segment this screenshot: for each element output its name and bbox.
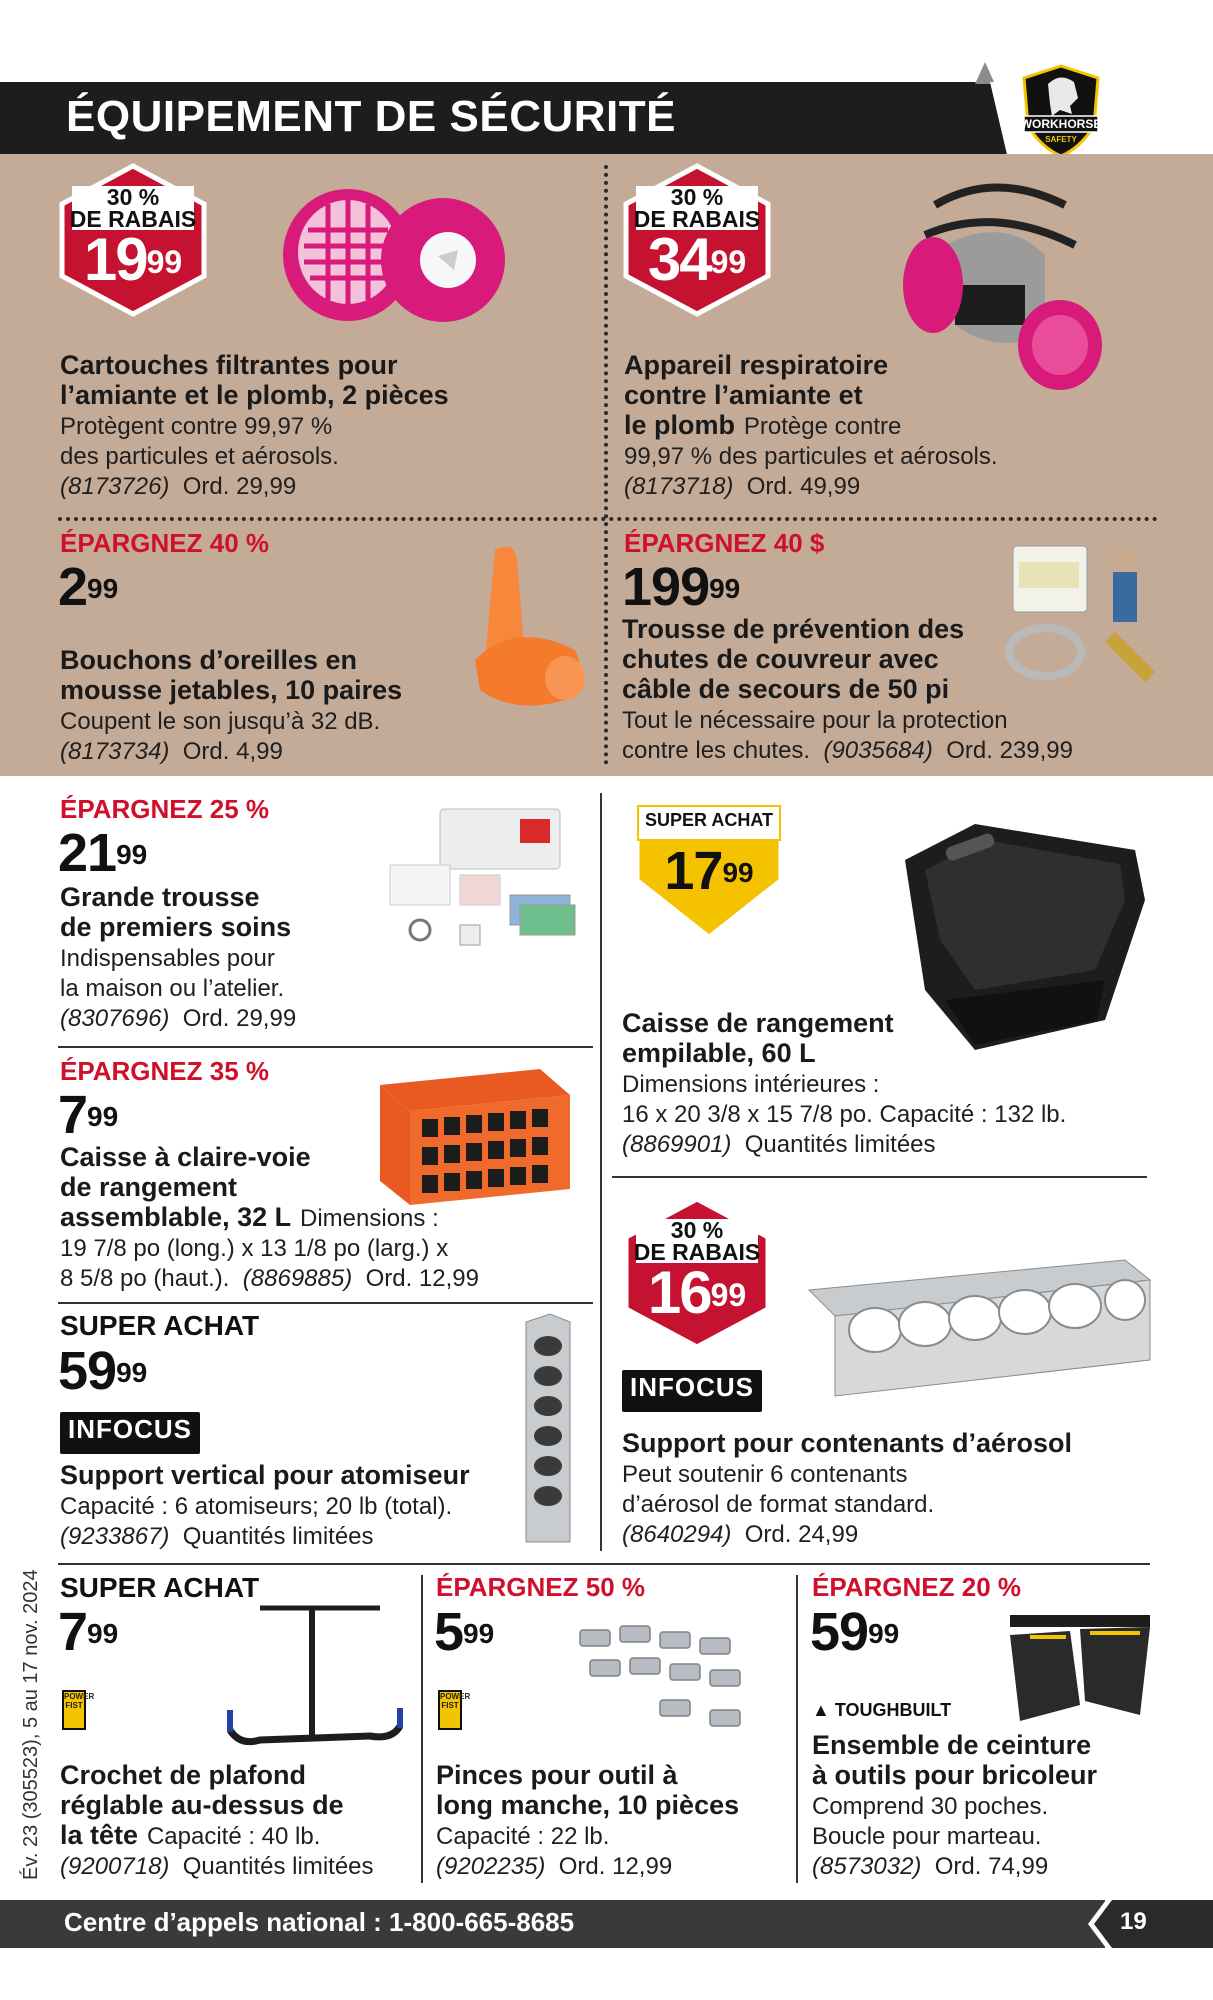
- price-cents: 99: [87, 1618, 119, 1649]
- price-whole: 7: [58, 1085, 88, 1145]
- dotted-divider-vertical: [604, 165, 608, 765]
- product-desc: Peut soutenir 6 contenants: [622, 1461, 908, 1488]
- product-desc: Dimensions :: [300, 1205, 439, 1232]
- price: [58, 557, 119, 617]
- divider-horizontal: [612, 1176, 1147, 1178]
- sale-label: ÉPARGNEZ 20 %: [812, 1572, 1022, 1602]
- product-desc: Dimensions intérieures :: [622, 1071, 880, 1098]
- price-whole: 16: [647, 1259, 711, 1326]
- product-title: Bouchons d’oreilles en: [60, 645, 358, 675]
- regular-price: Ord. 29,99: [182, 473, 297, 500]
- product-sku-line: [622, 1130, 936, 1160]
- sku: (8573032): [812, 1853, 922, 1880]
- product-sku-line: [60, 737, 283, 767]
- product-title: empilable, 60 L: [622, 1038, 816, 1068]
- product-title: Support pour contenants d’aérosol: [622, 1428, 1073, 1458]
- product-title-line: [624, 410, 901, 442]
- price-cents: 99: [116, 1357, 148, 1388]
- price-cents: 99: [722, 857, 754, 888]
- sku: (8307696): [60, 1005, 170, 1032]
- price: [642, 841, 776, 901]
- call-center-text: Centre d’appels national : 1-800-665-8685: [64, 1907, 575, 1937]
- price-whole: 19: [83, 226, 147, 293]
- aerosol-rack-image: [805, 1250, 1155, 1400]
- product-title: l’amiante et le plomb, 2 pièces: [60, 380, 449, 410]
- product-title: Caisse à claire-voie: [60, 1142, 311, 1172]
- logo-subtext: SAFETY: [1045, 135, 1077, 144]
- price-cents: 99: [868, 1618, 900, 1649]
- product-title: la tête: [60, 1820, 139, 1850]
- price: [810, 1602, 900, 1662]
- super-buy-label: SUPER ACHAT: [60, 1310, 260, 1341]
- product-sku-line: [436, 1852, 672, 1882]
- product-desc: Indispensables pour: [60, 945, 275, 972]
- price-whole: 2: [58, 557, 88, 617]
- product-desc: Boucle pour marteau.: [812, 1823, 1042, 1850]
- product-title: contre l’amiante et: [624, 380, 863, 410]
- product-desc: Tout le nécessaire pour la protection: [622, 707, 1008, 734]
- price: [58, 1085, 119, 1145]
- product-desc: 99,97 % des particules et aérosols.: [624, 443, 998, 470]
- workhorse-logo-icon: [1020, 64, 1102, 158]
- page-number: 19: [1120, 1908, 1147, 1935]
- logo-text: WORKHORSE: [1020, 117, 1102, 131]
- product-title: Trousse de prévention des: [622, 614, 965, 644]
- divider-horizontal: [58, 1302, 593, 1304]
- toughbuilt-mark-icon: ▲: [812, 1700, 835, 1720]
- discount-percent: 30 %: [670, 1217, 724, 1243]
- price-whole: 21: [58, 823, 117, 883]
- product-desc: Coupent le son jusqu’à 32 dB.: [60, 708, 381, 735]
- logo-triangle: [975, 62, 995, 84]
- product-desc: Comprend 30 poches.: [812, 1793, 1049, 1820]
- product-title: Support vertical pour atomiseur: [60, 1460, 470, 1490]
- sku: (8640294): [622, 1521, 732, 1548]
- product-title: le plomb: [624, 410, 736, 440]
- divider-vertical: [421, 1575, 423, 1883]
- respirator-image: [895, 175, 1105, 405]
- product-title: mousse jetables, 10 paires: [60, 675, 403, 705]
- discount-badge: [58, 162, 208, 318]
- first-aid-kit-image: [370, 805, 590, 955]
- product-desc: Protègent contre 99,97 %: [60, 413, 333, 440]
- product-desc: 19 7/8 po (long.) x 13 1/8 po (larg.) x: [60, 1235, 449, 1262]
- product-desc: 8 5/8 po (haut.).: [60, 1265, 230, 1292]
- dotted-divider-horizontal: [58, 517, 1158, 521]
- sku: (8173734): [60, 738, 170, 765]
- product-desc: d’aérosol de format standard.: [622, 1491, 935, 1518]
- product-title: de rangement: [60, 1172, 238, 1202]
- product-sku-line: [60, 1852, 374, 1882]
- infocus-logo: INFOCUS: [60, 1412, 200, 1454]
- product-title: Appareil respiratoire: [624, 350, 889, 380]
- price-cents: 99: [116, 839, 148, 870]
- regular-price: Ord. 74,99: [934, 1853, 1049, 1880]
- sku: (9202235): [436, 1853, 546, 1880]
- product-title: de premiers soins: [60, 912, 292, 942]
- price-cents: 99: [709, 573, 741, 604]
- product-sku-line: [624, 472, 860, 502]
- brand-name: TOUGHBUILT: [834, 1700, 952, 1720]
- price-cents: 99: [710, 1277, 747, 1313]
- price: [58, 1341, 148, 1401]
- product-sku-line: [60, 1522, 374, 1552]
- regular-price: Ord. 24,99: [744, 1521, 859, 1548]
- product-sku-line: [60, 1264, 479, 1294]
- price: [58, 1602, 119, 1662]
- sku: (8173718): [624, 473, 734, 500]
- product-desc: Capacité : 22 lb.: [436, 1823, 610, 1850]
- sku: (8173726): [60, 473, 170, 500]
- regular-price: Ord. 49,99: [746, 473, 861, 500]
- price: [622, 226, 772, 293]
- sale-label: ÉPARGNEZ 40 %: [60, 528, 270, 558]
- filter-cartridge-image: [278, 180, 518, 330]
- product-title: à outils pour bricoleur: [812, 1760, 1098, 1790]
- discount-label: DE RABAIS: [633, 206, 761, 232]
- divider-horizontal: [58, 1563, 1150, 1565]
- power-fist-logo-icon: POWER FIST: [62, 1690, 86, 1730]
- divider-vertical: [600, 793, 602, 1551]
- product-title: Caisse de rangement: [622, 1008, 894, 1038]
- regular-price: Ord. 12,99: [365, 1265, 479, 1292]
- ceiling-hook-image: [220, 1600, 420, 1760]
- infocus-logo: INFOCUS: [622, 1370, 762, 1412]
- product-title: Crochet de plafond: [60, 1760, 307, 1790]
- product-desc: Protège contre: [743, 413, 902, 440]
- price: [622, 557, 741, 617]
- discount-label: DE RABAIS: [69, 206, 197, 232]
- price-whole: 34: [647, 226, 711, 293]
- price-whole: 59: [810, 1602, 869, 1662]
- product-sku-line: [622, 736, 1073, 766]
- regular-price: Ord. 12,99: [558, 1853, 673, 1880]
- discount-percent: 30 %: [670, 184, 724, 210]
- regular-price: Ord. 239,99: [946, 737, 1073, 764]
- price: [58, 823, 148, 883]
- toughbuilt-logo: [812, 1700, 951, 1721]
- divider-horizontal: [58, 1046, 593, 1048]
- product-sku-line: [60, 472, 296, 502]
- sku: (8869901): [622, 1131, 732, 1158]
- product-title: chutes de couvreur avec: [622, 644, 939, 674]
- regular-price: Ord. 29,99: [182, 1005, 297, 1032]
- price: [434, 1602, 495, 1662]
- price-whole: 17: [664, 841, 723, 901]
- product-title: Grande trousse: [60, 882, 260, 912]
- product-sku-line: [812, 1852, 1048, 1882]
- product-desc: des particules et aérosols.: [60, 443, 339, 470]
- price-whole: 5: [434, 1602, 464, 1662]
- power-fist-logo-icon: POWER FIST: [438, 1690, 462, 1730]
- discount-badge: [622, 162, 772, 318]
- price-whole: 199: [622, 557, 710, 617]
- price-whole: 7: [58, 1602, 88, 1662]
- sku: (9233867): [60, 1523, 170, 1550]
- page-title: ÉQUIPEMENT DE SÉCURITÉ: [66, 92, 676, 141]
- price: [58, 226, 208, 293]
- discount-badge: [622, 1195, 772, 1351]
- sku: (9200718): [60, 1853, 170, 1880]
- product-desc: 16 x 20 3/8 x 15 7/8 po. Capacité : 132 lb.: [622, 1101, 1067, 1128]
- product-title: Pinces pour outil à: [436, 1760, 678, 1790]
- price-whole: 59: [58, 1341, 117, 1401]
- price-cents: 99: [710, 244, 747, 280]
- super-buy-label: SUPER ACHAT: [644, 810, 773, 830]
- price-cents: 99: [146, 244, 183, 280]
- product-title-line: [60, 1202, 439, 1234]
- sale-label: ÉPARGNEZ 50 %: [436, 1572, 646, 1602]
- product-sku-line: [622, 1520, 858, 1550]
- sale-label: ÉPARGNEZ 25 %: [60, 794, 270, 824]
- fall-protection-kit-image: [1005, 532, 1165, 692]
- product-desc: Capacité : 40 lb.: [146, 1823, 321, 1850]
- product-title: Ensemble de ceinture: [812, 1730, 1092, 1760]
- super-buy-label: SUPER ACHAT: [60, 1572, 260, 1603]
- product-title-line: [60, 1820, 320, 1852]
- discount-label: DE RABAIS: [633, 1239, 761, 1265]
- sale-label: ÉPARGNEZ 35 %: [60, 1056, 270, 1086]
- discount-percent: 30 %: [106, 184, 160, 210]
- sku: (8869885): [242, 1265, 353, 1292]
- regular-price: Ord. 4,99: [182, 738, 283, 765]
- tool-belt-image: [990, 1605, 1160, 1735]
- product-title: Cartouches filtrantes pour: [60, 350, 398, 380]
- earplugs-image: [455, 540, 595, 710]
- price-cents: 99: [463, 1618, 495, 1649]
- product-sku-line: [60, 1004, 296, 1034]
- divider-vertical: [796, 1575, 798, 1883]
- collapsible-crate-image: [370, 1065, 580, 1215]
- product-title: long manche, 10 pièces: [436, 1790, 740, 1820]
- regular-price: Quantités limitées: [182, 1523, 374, 1550]
- product-desc: contre les chutes.: [622, 737, 811, 764]
- product-title: câble de secours de 50 pi: [622, 674, 950, 704]
- tool-clips-image: [570, 1620, 770, 1740]
- sale-label: ÉPARGNEZ 40 $: [624, 528, 825, 558]
- price-cents: 99: [87, 1101, 119, 1132]
- product-title: réglable au-dessus de: [60, 1790, 344, 1820]
- product-title: assemblable, 32 L: [60, 1202, 292, 1232]
- regular-price: Quantités limitées: [182, 1853, 374, 1880]
- sku: (9035684): [823, 737, 933, 764]
- edition-text: Év. 23 (305523), 5 au 17 nov. 2024: [20, 1569, 42, 1880]
- price-cents: 99: [87, 573, 119, 604]
- price: [622, 1259, 772, 1326]
- product-desc: Capacité : 6 atomiseurs; 20 lb (total).: [60, 1493, 453, 1520]
- stackable-bin-image: [885, 820, 1155, 1060]
- vertical-spray-rack-image: [520, 1312, 576, 1548]
- product-desc: la maison ou l’atelier.: [60, 975, 285, 1002]
- regular-price: Quantités limitées: [744, 1131, 936, 1158]
